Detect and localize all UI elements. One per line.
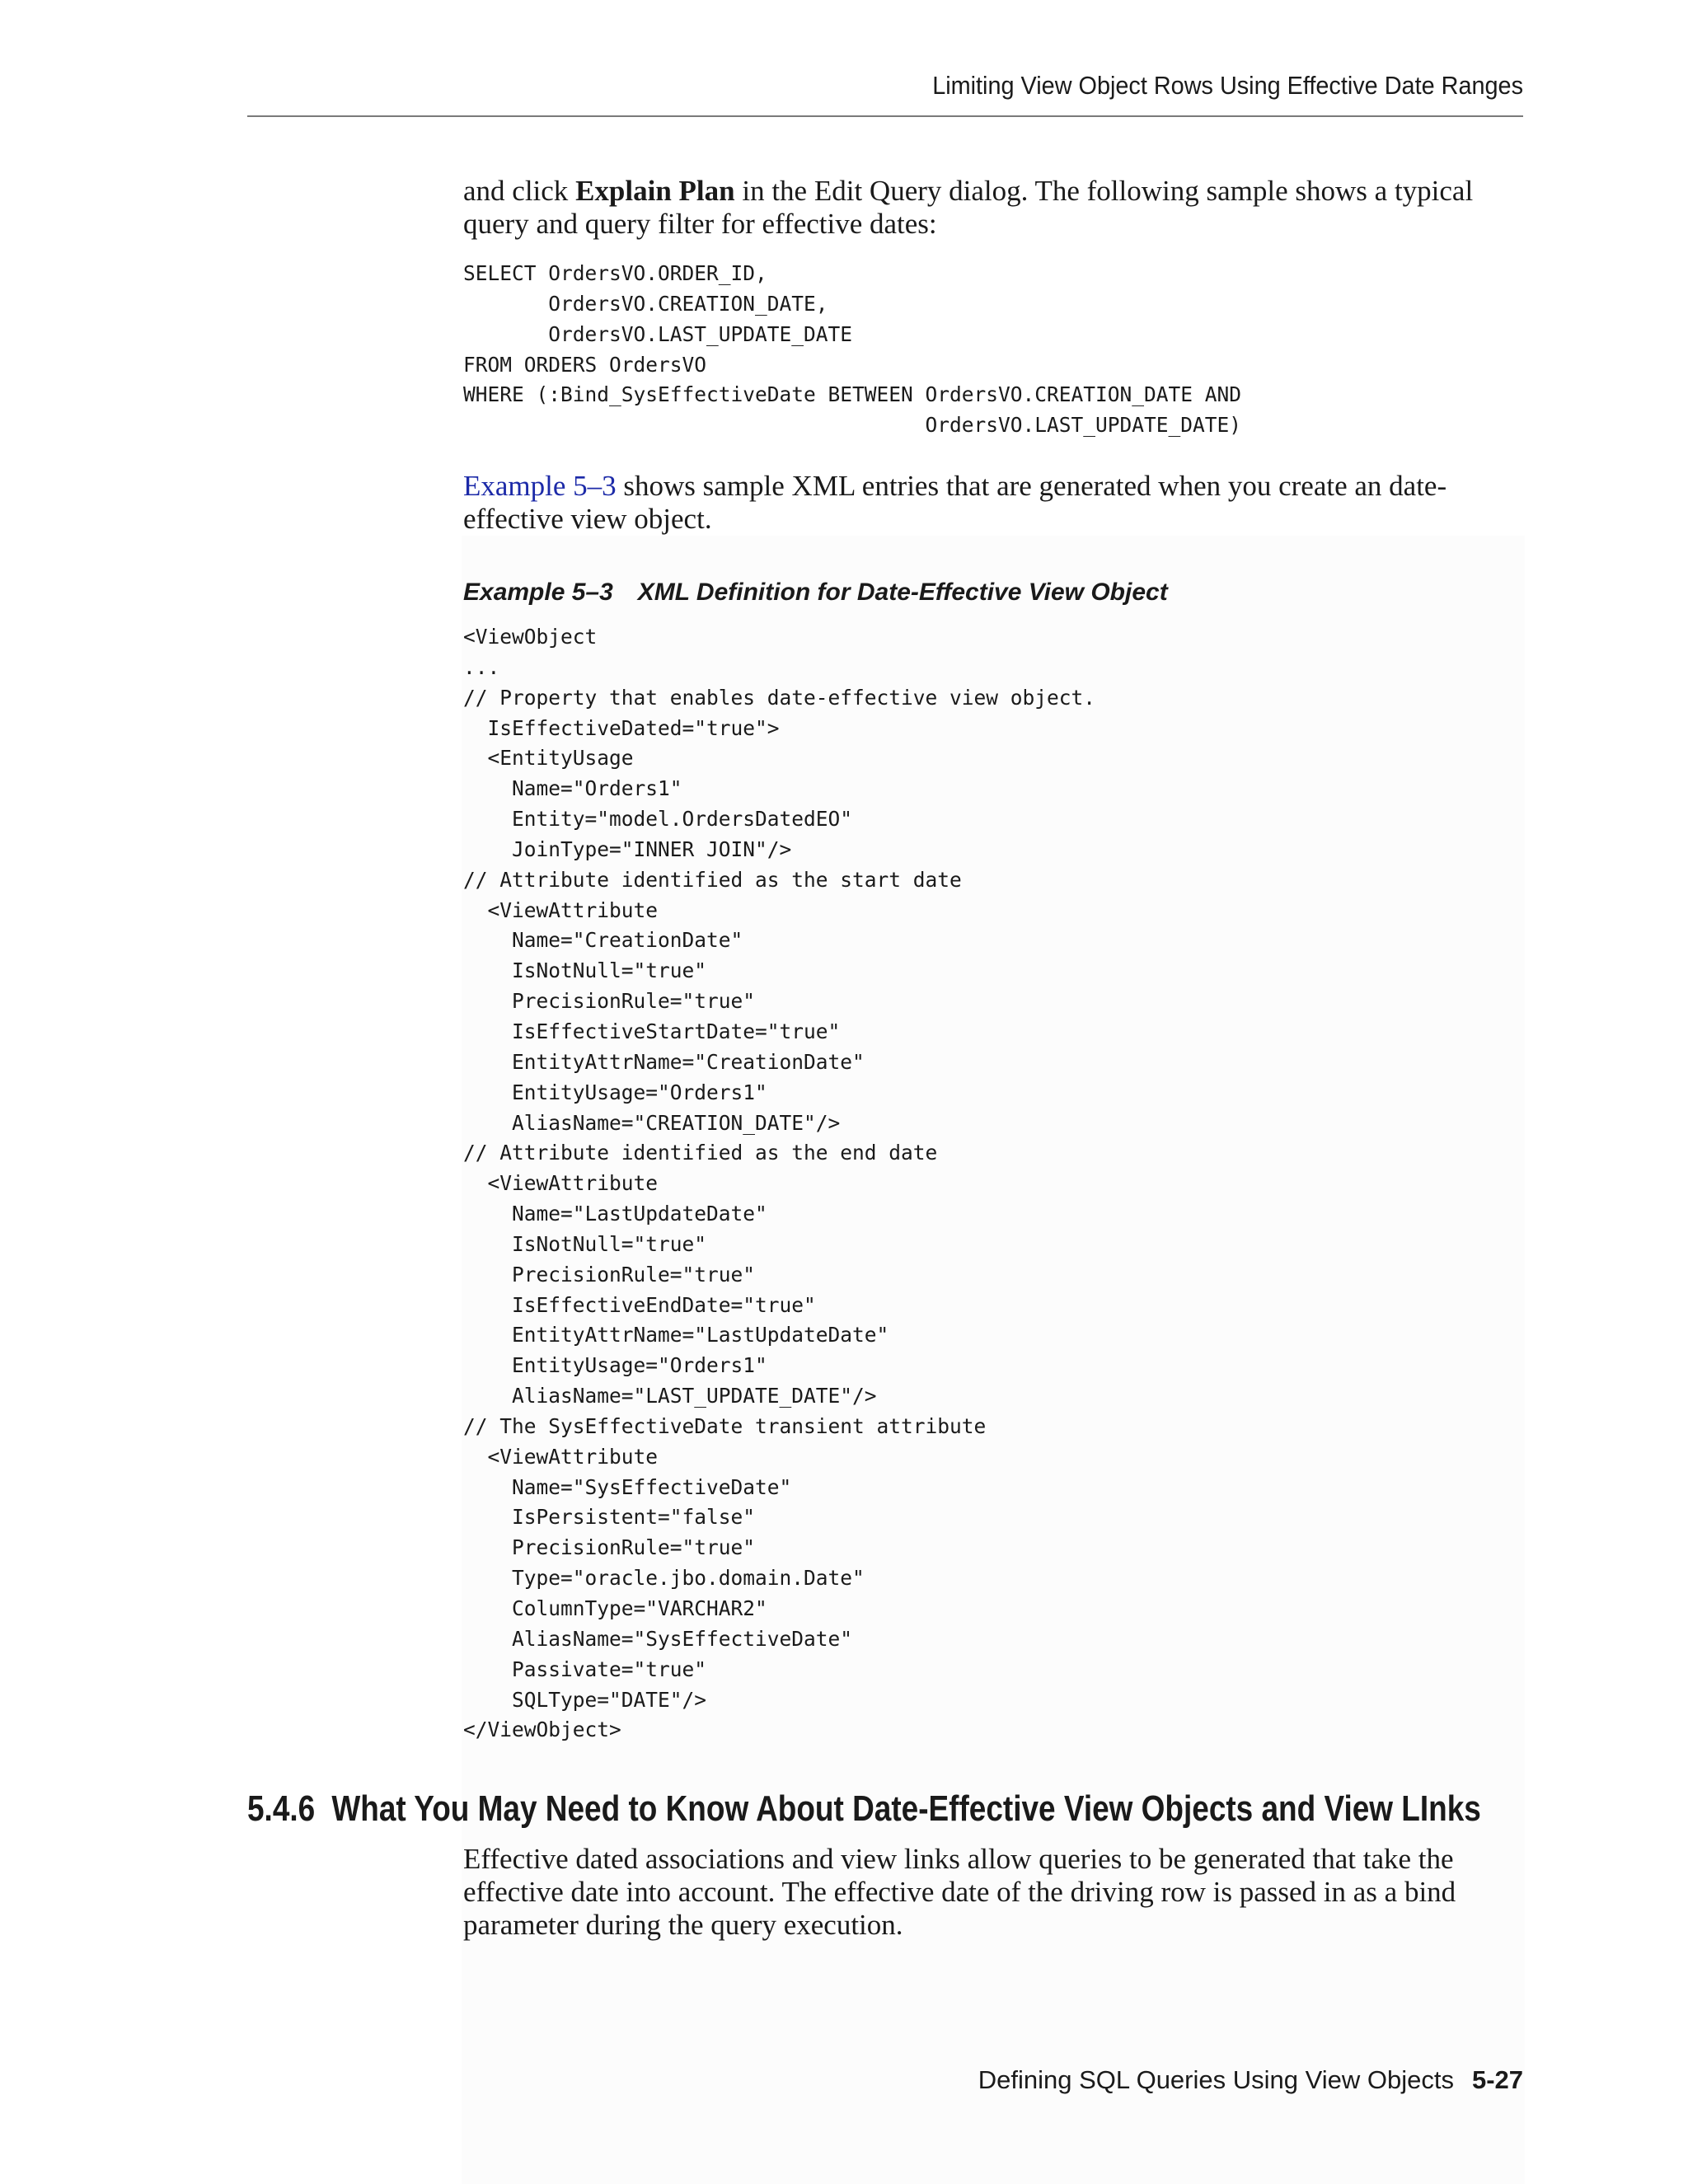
xml-code-line: <ViewAttribute: [463, 1171, 659, 1196]
xml-code-line: IsPersistent="false": [463, 1505, 756, 1530]
xml-code-line: IsEffectiveStartDate="true": [463, 1019, 841, 1043]
intro-text-end: in the Edit Query dialog. The following sample shows a typical query and query filter for effective dates:: [463, 175, 1474, 240]
xml-code-line: EntityUsage="Orders1": [463, 1353, 767, 1378]
xml-code-line: Name="CreationDate": [463, 928, 743, 953]
xml-code-line: <EntityUsage: [463, 746, 634, 771]
section-title: What You May Need to Know About Date-Effective View Objects and View LInks: [331, 1788, 1481, 1829]
xml-code-line: EntityAttrName="LastUpdateDate": [463, 1323, 889, 1347]
example-reference-paragraph: [463, 470, 1526, 536]
xml-code-line: <ViewAttribute: [463, 898, 659, 922]
xml-code-line: AliasName="LAST_UPDATE_DATE"/>: [463, 1384, 877, 1408]
section-heading: [247, 1788, 1481, 1830]
xml-code-line: Passivate="true": [463, 1657, 707, 1681]
xml-code-line: ColumnType="VARCHAR2": [463, 1596, 767, 1620]
xml-code-line: </ViewObject>: [463, 1718, 621, 1742]
xml-code-line: JoinType="INNER JOIN"/>: [463, 837, 792, 861]
xml-code-line: PrecisionRule="true": [463, 1535, 756, 1560]
page-footer: [247, 2065, 1523, 2095]
sql-code-line: FROM ORDERS OrdersVO: [463, 352, 707, 377]
sql-code-line: SELECT OrdersVO.ORDER_ID,: [463, 261, 767, 285]
xml-code-line: Name="Orders1": [463, 776, 682, 801]
xml-code-line: AliasName="CREATION_DATE"/>: [463, 1110, 841, 1135]
intro-paragraph: [463, 175, 1526, 241]
section-number: 5.4.6: [247, 1788, 316, 1829]
xml-code-line: // Attribute identified as the end date: [463, 1141, 938, 1165]
xml-code-line: IsNotNull="true": [463, 958, 707, 983]
footer-page-number: 5-27: [1471, 2065, 1523, 2094]
xml-code-line: ...: [463, 654, 500, 679]
xml-code-line: <ViewAttribute: [463, 1444, 659, 1469]
intro-text-start: and click: [463, 175, 576, 207]
xml-code-line: IsEffectiveEndDate="true": [463, 1292, 816, 1317]
example-link[interactable]: Example 5–3: [463, 470, 617, 502]
xml-code-line: Type="oracle.jbo.domain.Date": [463, 1566, 865, 1591]
xml-code-line: SQLType="DATE"/>: [463, 1687, 707, 1712]
sql-code-block: [463, 259, 1241, 441]
xml-code-line: EntityUsage="Orders1": [463, 1080, 767, 1104]
xml-code-line: IsEffectiveDated="true">: [463, 715, 780, 740]
xml-code-line: // The SysEffectiveDate transient attribute: [463, 1413, 987, 1438]
xml-code-line: PrecisionRule="true": [463, 989, 756, 1014]
explain-plan-bold: Explain Plan: [575, 175, 735, 207]
footer-book-title: Defining SQL Queries Using View Objects: [978, 2065, 1454, 2094]
example-label: Example 5–3: [463, 579, 613, 606]
header-rule: [247, 115, 1523, 117]
xml-code-line: // Attribute identified as the start date: [463, 867, 962, 892]
xml-code-line: Name="SysEffectiveDate": [463, 1474, 792, 1499]
running-header: Limiting View Object Rows Using Effective Date Ranges: [932, 71, 1523, 100]
example-reference-text: shows sample XML entries that are generated when you create an date-effective view object.: [463, 470, 1447, 535]
example-caption: [463, 579, 1168, 607]
xml-code-line: PrecisionRule="true": [463, 1262, 756, 1286]
xml-code-line: EntityAttrName="CreationDate": [463, 1049, 865, 1074]
xml-code-line: // Property that enables date-effective view object.: [463, 685, 1096, 710]
xml-code-line: Entity="model.OrdersDatedEO": [463, 807, 853, 832]
example-title: XML Definition for Date-Effective View Object: [637, 579, 1168, 606]
xml-code-line: Name="LastUpdateDate": [463, 1202, 767, 1226]
xml-code-line: <ViewObject: [463, 625, 598, 649]
xml-code-line: AliasName="SysEffectiveDate": [463, 1626, 853, 1651]
xml-code-line: IsNotNull="true": [463, 1231, 707, 1256]
sql-code-line: OrdersVO.LAST_UPDATE_DATE: [463, 321, 853, 346]
sql-code-line: WHERE (:Bind_SysEffectiveDate BETWEEN OrdersVO.CREATION_DATE AND: [463, 382, 1242, 407]
sql-code-line: OrdersVO.LAST_UPDATE_DATE): [463, 413, 1242, 438]
section-paragraph: Effective dated associations and view links allow queries to be generated that take the effective date into account. The effective date of the driving row is passed in as a bind parameter during the query execution.: [463, 1843, 1456, 1941]
xml-code-block: [463, 622, 1095, 1746]
sql-code-line: OrdersVO.CREATION_DATE,: [463, 291, 828, 316]
